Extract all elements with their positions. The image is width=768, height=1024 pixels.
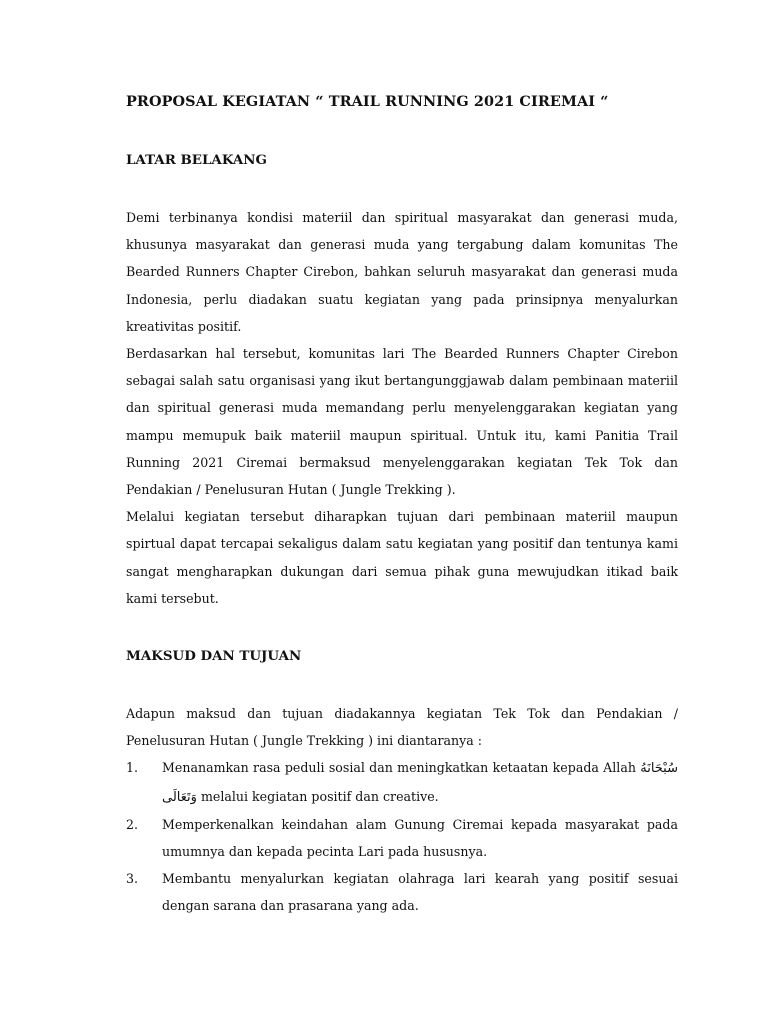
list-item-text — [162, 754, 678, 810]
intro-paragraph: Adapun maksud dan tujuan diadakannya kegiatan Tek Tok dan Pendakian / Penelusuran Hutan ( Jungle Trekking ) ini diantaranya : — [126, 706, 678, 749]
list-item — [126, 811, 678, 865]
arabic-phrase: سُبْحَانَهُ وَتَعَالَى — [162, 761, 678, 805]
document-title: PROPOSAL KEGIATAN “ TRAIL RUNNING 2021 CIREMAI “ — [126, 93, 609, 110]
list-item-number: 2. — [126, 816, 139, 832]
list-item-text-before: Menanamkan rasa peduli sosial dan meningkatkan ketaatan kepada Allah — [162, 760, 636, 776]
paragraph: Berdasarkan hal tersebut, komunitas lari The Bearded Runners Chapter Cirebon sebagai salah satu organisasi yang ikut bertangunggjawab dalam pembinaan materiil dan spiritual generasi muda memandang perlu menyelenggarakan kegiatan yang mampu memupuk baik materiil maupun spiritual. Untuk itu, kami Panitia Trail Running 2021 Ciremai bermaksud menyelenggarakan kegiatan Tek Tok dan Pendakian / Penelusuran Hutan ( Jungle Trekking ). — [126, 346, 678, 498]
paragraph: Demi terbinanya kondisi materiil dan spiritual masyarakat dan generasi muda, khusunya masyarakat dan generasi muda yang tergabung dalam komunitas The Bearded Runners Chapter Cirebon, bahkan seluruh masyarakat dan generasi muda Indonesia, perlu diadakan suatu kegiatan yang pada prinsipnya menyalurkan kreativitas positif. — [126, 210, 678, 334]
objectives-list — [126, 754, 678, 919]
list-item-text-after: melalui kegiatan positif dan creative. — [200, 788, 439, 804]
list-item-text: Membantu menyalurkan kegiatan olahraga lari kearah yang positif sesuai dengan sarana dan prasarana yang ada. — [162, 871, 678, 914]
list-item — [126, 865, 678, 919]
paragraph: Melalui kegiatan tersebut diharapkan tujuan dari pembinaan materiil maupun spirtual dapat tercapai sekaligus dalam satu kegiatan yang positif dan tentunya kami sangat mengharapkan dukungan dari semua pihak guna mewujudkan itikad baik kami tersebut. — [126, 509, 678, 606]
list-item-number: 3. — [126, 871, 139, 887]
list-item-number: 1. — [126, 760, 139, 776]
list-item-text: Memperkenalkan keindahan alam Gunung Ciremai kepada masyarakat pada umumnya dan kepada pecinta Lari pada hususnya. — [162, 816, 678, 860]
list-item — [126, 754, 678, 810]
section-heading-latar-belakang: LATAR BELAKANG — [126, 152, 267, 168]
section-heading-maksud-dan-tujuan: MAKSUD DAN TUJUAN — [126, 648, 302, 665]
